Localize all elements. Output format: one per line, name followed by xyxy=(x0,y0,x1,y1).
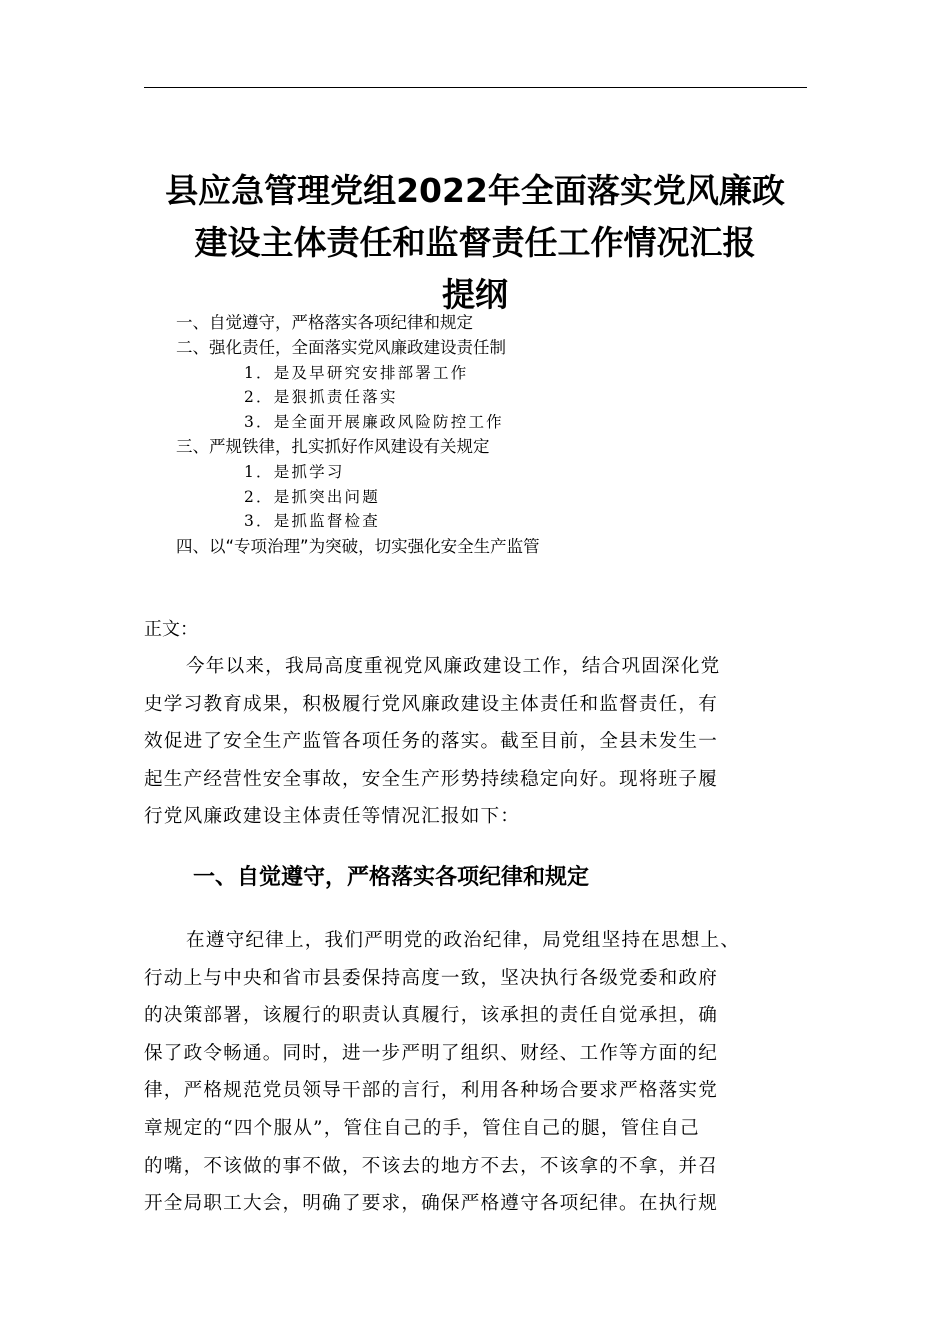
paragraph-line: 起生产经营性安全事故，安全生产形势持续稳定向好。现将班子履 xyxy=(144,768,719,790)
paragraph-line: 的决策部署，该履行的职责认真履行，该承担的责任自觉承担，确 xyxy=(144,1005,719,1027)
paragraph-line: 行党风廉政建设主体责任等情况汇报如下： xyxy=(144,806,521,828)
outline-item: 二、强化责任，全面落实党风廉政建设责任制 xyxy=(176,338,506,357)
outline-subitem: 1．是及早研究安排部署工作 xyxy=(244,364,469,382)
paragraph-line: 史学习教育成果，积极履行党风廉政建设主体责任和监督责任，有 xyxy=(144,693,719,715)
paragraph-line: 在遵守纪律上，我们严明党的政治纪律，局党组坚持在思想上、 xyxy=(186,930,741,951)
paragraph-line: 保了政令畅通。同时，进一步严明了组织、财经、工作等方面的纪 xyxy=(144,1042,719,1064)
outline-item: 一、自觉遵守，严格落实各项纪律和规定 xyxy=(176,313,473,332)
outline-subitem: 3．是抓监督检查 xyxy=(244,512,380,530)
paragraph-line: 章规定的“四个服从”，管住自己的手，管住自己的腿，管住自己 xyxy=(144,1117,700,1139)
paragraph-line: 律，严格规范党员领导干部的言行，利用各种场合要求严格落实党 xyxy=(144,1080,719,1102)
title-line-1: 县应急管理党组2022年全面落实党风廉政 xyxy=(165,171,785,210)
outline-subitem: 3．是全面开展廉政风险防控工作 xyxy=(244,413,504,431)
paragraph-line: 行动上与中央和省市县委保持高度一致，坚决执行各级党委和政府 xyxy=(144,967,719,989)
section-heading: 一、自觉遵守，严格落实各项纪律和规定 xyxy=(193,865,590,890)
document-title xyxy=(120,165,830,321)
paragraph-line: 开全局职工大会，明确了要求，确保严格遵守各项纪律。在执行规 xyxy=(144,1193,719,1215)
paragraph-line: 效促进了安全生产监管各项任务的落实。截至目前，全县未发生一 xyxy=(144,731,719,753)
outline-item: 四、以“专项治理”为突破，切实强化安全生产监管 xyxy=(176,537,540,556)
outline-subitem: 1．是抓学习 xyxy=(244,463,345,481)
body-label: 正文： xyxy=(144,619,198,640)
outline-item: 三、严规铁律，扎实抓好作风建设有关规定 xyxy=(176,437,490,456)
header-rule xyxy=(144,87,807,88)
title-line-2: 建设主体责任和监督责任工作情况汇报 xyxy=(194,223,756,262)
paragraph-line: 今年以来，我局高度重视党风廉政建设工作，结合巩固深化党 xyxy=(186,656,721,677)
paragraph-line: 的嘴，不该做的事不做，不该去的地方不去，不该拿的不拿，并召 xyxy=(144,1155,719,1177)
outline-subitem: 2．是抓突出问题 xyxy=(244,488,380,506)
section-paragraph xyxy=(144,922,834,1223)
intro-paragraph xyxy=(144,648,834,836)
title-line-3: 提纲 xyxy=(442,275,508,314)
outline-subitem: 2．是狠抓责任落实 xyxy=(244,388,398,406)
